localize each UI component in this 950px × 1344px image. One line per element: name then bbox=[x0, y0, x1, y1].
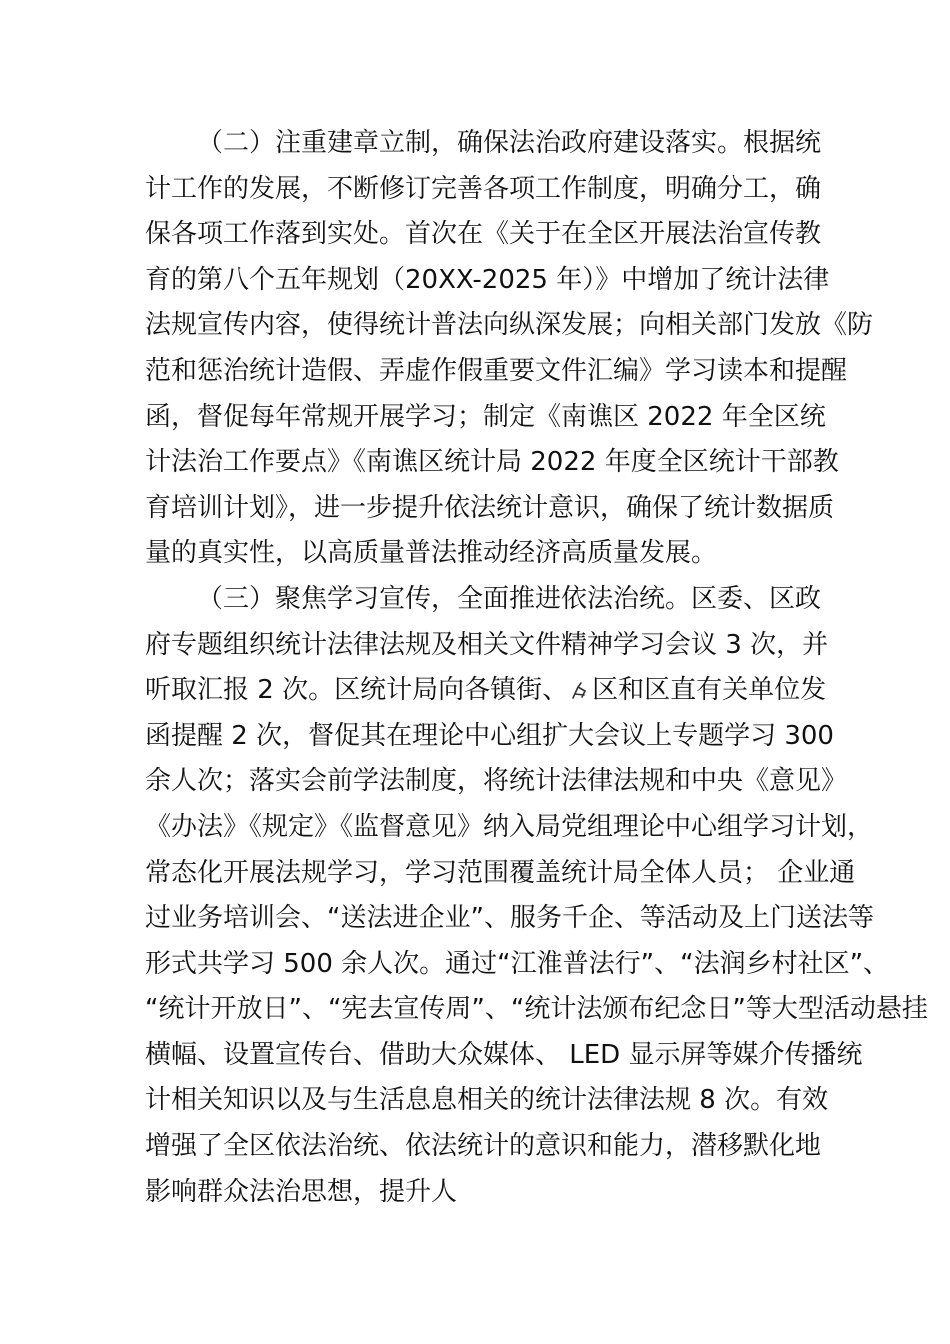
paragraph-2-line-2: 计工作的发展，不断修订完善各项工作制度，明确分工，确 bbox=[145, 173, 822, 204]
paragraph-2-line-3: 保各项工作落到实处。首次在《关于在全区开展法治宣传教 bbox=[145, 219, 822, 250]
paragraph-3-line-3-part-2: 区和区直有关单位发 bbox=[592, 675, 827, 706]
paragraph-3-line-14: 影响群众法治思想，提升人 bbox=[145, 1176, 458, 1207]
paragraph-2-line-9: 育培训计划》，进一步提升依法统计意识，确保了统计数据质 bbox=[145, 492, 835, 523]
paragraph-3-line-3 bbox=[145, 668, 845, 714]
paragraph-3-line-8: 过业务培训会、“送法进企业”、服务千企、等活动及上门送法等 bbox=[145, 903, 874, 934]
paragraph-2-line-1: （二）注重建章立制，确保法治政府建设落实。根据统 bbox=[197, 128, 822, 158]
body-text bbox=[145, 121, 928, 1215]
paragraph-3-line-4: 函提醒 2 次，督促其在理论中心组扩大会议上专题学习 300 bbox=[145, 720, 834, 751]
paragraph-2-line-6: 范和惩治统计造假、弄虚作假重要文件汇编》学习读本和提醒 bbox=[145, 355, 848, 386]
paragraph-3-line-13: 增强了全区依法治统、依法统计的意识和能力，潜移默化地 bbox=[145, 1131, 822, 1162]
paragraph-3-line-1: （三）聚焦学习宣传，全面推进依法治统。区委、区政 bbox=[197, 583, 822, 614]
paragraph-3-line-9: 形式共学习 500 余人次。通过“江淮普法行”、“法润乡村社区”、 bbox=[145, 948, 890, 979]
paragraph-3-line-10: “统计开放日”、“宪去宣传周”、“统计法颁布纪念日”等大型活动悬挂 bbox=[145, 994, 928, 1025]
paragraph-3-line-6: 《办法》《规定》《监督意见》纳入局党组理论中心组学习计划， bbox=[145, 811, 874, 842]
paragraph-3-line-7: 常态化开展法规学习，学习范围覆盖统计局全体人员； 企业通 bbox=[145, 857, 856, 888]
paragraph-3-line-11: 横幅、设置宣传台、借助大众媒体、 LED 显示屏等媒介传播统 bbox=[145, 1039, 863, 1070]
paragraph-3-line-2: 府专题组织统计法律法规及相关文件精神学习会议 3 次，并 bbox=[145, 629, 829, 660]
handwritten-mark-icon bbox=[570, 679, 590, 701]
paragraph-3-line-12: 计相关知识以及与生活息息相关的统计法律法规 8 次。有效 bbox=[145, 1085, 829, 1116]
paragraph-3-line-5: 余人次；落实会前学法制度，将统计法律法规和中央《意见》 bbox=[145, 766, 848, 797]
paragraph-2-line-5: 法规宣传内容，使得统计普法向纵深发展；向相关部门发放《防 bbox=[145, 310, 874, 341]
paragraph-3-line-3-part-1: 听取汇报 2 次。区统计局向各镇街、 bbox=[145, 675, 569, 706]
paragraph-2-line-7: 函，督促每年常规开展学习；制定《南谯区 2022 年全区统 bbox=[145, 401, 826, 432]
paragraph-2-line-4: 育的第八个五年规划（20XX-2025 年）》中增加了统计法律 bbox=[145, 264, 830, 295]
paragraph-2-line-8: 计法治工作要点》《南谯区统计局 2022 年度全区统计干部教 bbox=[145, 447, 839, 478]
paragraph-2-line-10: 量的真实性，以高质量普法推动经济高质量发展。 bbox=[145, 538, 718, 569]
